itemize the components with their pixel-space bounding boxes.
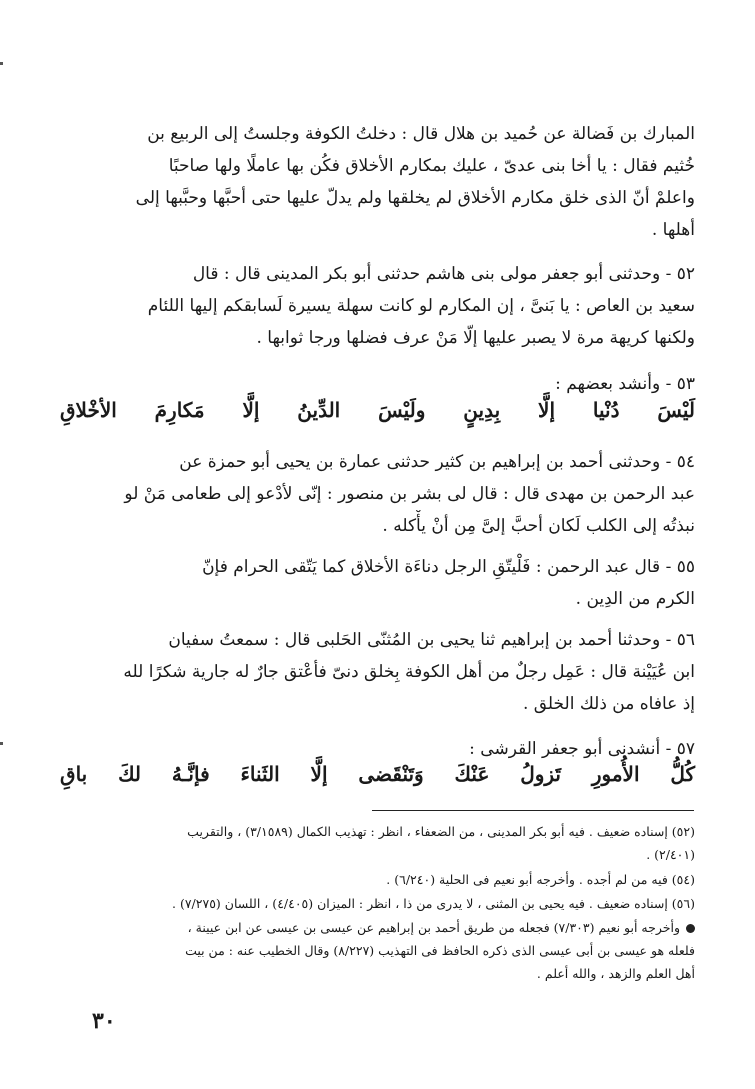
- footnote-text: وأخرجه أبو نعيم (٧/٣٠٣) فجعله من طريق أحمد بن إبراهيم عن عيسى بن عيسى عن ابن عيينة ،: [187, 920, 680, 935]
- poem-verse-2: [60, 762, 695, 786]
- paragraph-57: [60, 733, 695, 765]
- scan-speck: [0, 742, 3, 745]
- verse-word: مَكارِمَ: [154, 398, 205, 422]
- paragraph-56: [60, 624, 695, 720]
- page-number: ٣٠: [92, 1008, 116, 1034]
- scan-speck: [0, 62, 3, 65]
- footnote-separator: [372, 810, 694, 811]
- verse-word: لكَ: [118, 762, 142, 786]
- footnote-bullet-note: [60, 916, 695, 985]
- paragraph-53: [60, 368, 695, 400]
- text-line: ٥٣ - وأنشد بعضهم :: [555, 374, 695, 394]
- footnote-52: [60, 820, 695, 866]
- verse-word: إلَّا: [242, 398, 260, 422]
- verse-word: دُنْيا: [592, 398, 620, 422]
- footnote-line: [60, 916, 695, 939]
- poem-verse-1: [60, 398, 695, 422]
- footnote-line: (٥٦) إسناده ضعيف . فيه يحيى بن المثنى ، لا يدرى من ذا ، انظر : الميزان (٤/٤٠٥) ، اللسان (٧/٢٧٥) .: [172, 896, 695, 911]
- text-line: ٥٤ - وحدثنى أحمد بن إبراهيم بن كثير حدثنى عمارة بن يحيى أبو حمزة عن: [179, 452, 695, 472]
- text-line: ولكنها كريهة مرة لا يصبر عليها إلّا مَنْ عرف فضلها ورجا ثوابها .: [256, 328, 695, 348]
- verse-word: الثَناءَ: [240, 762, 280, 786]
- text-line: المبارك بن فَضالة عن حُميد بن هلال قال : دخلتُ الكوفة وجلستُ إلى الربيع بن: [147, 124, 695, 144]
- text-line: خُثيم فقال : يا أخا بنى عدىّ ، عليك بمكارم الأخلاق فكُن بها عاملًا ولها صاحبًا: [168, 156, 695, 176]
- verse-word: بِدِينٍ: [463, 398, 501, 422]
- text-line: الكرم من الدِين .: [575, 589, 695, 609]
- text-line: إذ عافاه من ذلك الخلق .: [522, 694, 695, 714]
- paragraph-55: [60, 551, 695, 615]
- verse-word: ولَيْسَ: [378, 398, 426, 422]
- text-line: ٥٧ - أنشدنى أبو جعفر القرشى :: [469, 739, 695, 759]
- text-line: عبد الرحمن بن مهدى قال : قال لى بشر بن منصور : إنّى لأدْعو إلى طعامى مَنْ لو: [124, 484, 695, 504]
- text-line: ٥٦ - وحدثنا أحمد بن إبراهيم ثنا يحيى بن المُثنّى الحَلبى قال : سمعتُ سفيان: [168, 630, 695, 650]
- footnote-54: [60, 868, 695, 891]
- verse-word: الدِّينُ: [297, 398, 341, 422]
- footnote-line: أهل العلم والزهد ، والله أعلم .: [536, 966, 695, 981]
- bullet-icon: [686, 924, 695, 933]
- text-line: ٥٥ - قال عبد الرحمن : فَلْيتّقِ الرجل دناءَة الأخلاق كما يَتّقى الحرام فإنّ: [202, 557, 695, 577]
- footnote-line: (٢/٤٠١) .: [646, 847, 695, 862]
- footnote-line: فلعله هو عيسى بن أبى عيسى الذى ذكره الحافظ فى التهذيب (٨/٢٢٧) وقال الخطيب عنه : من بيت: [185, 943, 695, 958]
- verse-word: الأخْلاقِ: [60, 398, 117, 422]
- verse-word: عَنْكَ: [454, 762, 490, 786]
- verse-word: الأُمورِ: [591, 762, 640, 786]
- paragraph-intro: [60, 118, 695, 246]
- text-line: واعلمْ أنّ الذى خلق مكارم الأخلاق لم يخلقها ولم يدلّ عليها حتى أحبَّها وحبَّبها إلى: [135, 188, 695, 208]
- verse-word: باقِ: [60, 762, 88, 786]
- verse-word: تَزولُ: [520, 762, 561, 786]
- verse-word: فإنَّـهُ: [171, 762, 210, 786]
- verse-word: لَيْسَ: [657, 398, 695, 422]
- verse-word: إلَّا: [538, 398, 555, 422]
- paragraph-52: [60, 258, 695, 354]
- text-line: ابن عُيَيْنة قال : عَمِل رجلٌ من أهل الكوفة بِخلق دنىّ فأعْتق جارٌ له جارية شكرًا لله: [123, 662, 695, 682]
- text-line: ٥٢ - وحدثنى أبو جعفر مولى بنى هاشم حدثنى أبو بكر المدينى قال : قال: [192, 264, 695, 284]
- verse-word: إلَّا: [310, 762, 328, 786]
- text-line: أهلها .: [651, 220, 695, 240]
- footnote-line: (٥٤) فيه من لم أجده . وأخرجه أبو نعيم فى الحلية (٦/٢٤٠) .: [386, 872, 695, 887]
- text-line: سعيد بن العاص : يا بَنىَّ ، إن المكارم لو كانت سهلة يسيرة لَسابقكم إليها اللئام: [147, 296, 695, 316]
- footnote-line: (٥٢) إسناده ضعيف . فيه أبو بكر المدينى ، من الضعفاء ، انظر : تهذيب الكمال (٣/١٥٨٩) ، والتقريب: [187, 824, 695, 839]
- verse-word: كُلُّ: [670, 762, 695, 786]
- paragraph-54: [60, 446, 695, 542]
- text-line: نبذتُه إلى الكلب لَكان أحبَّ إلىَّ مِن أنْ يأْكله .: [382, 516, 695, 536]
- verse-word: وَتَنْقَضى: [358, 762, 424, 786]
- footnote-56: [60, 892, 695, 915]
